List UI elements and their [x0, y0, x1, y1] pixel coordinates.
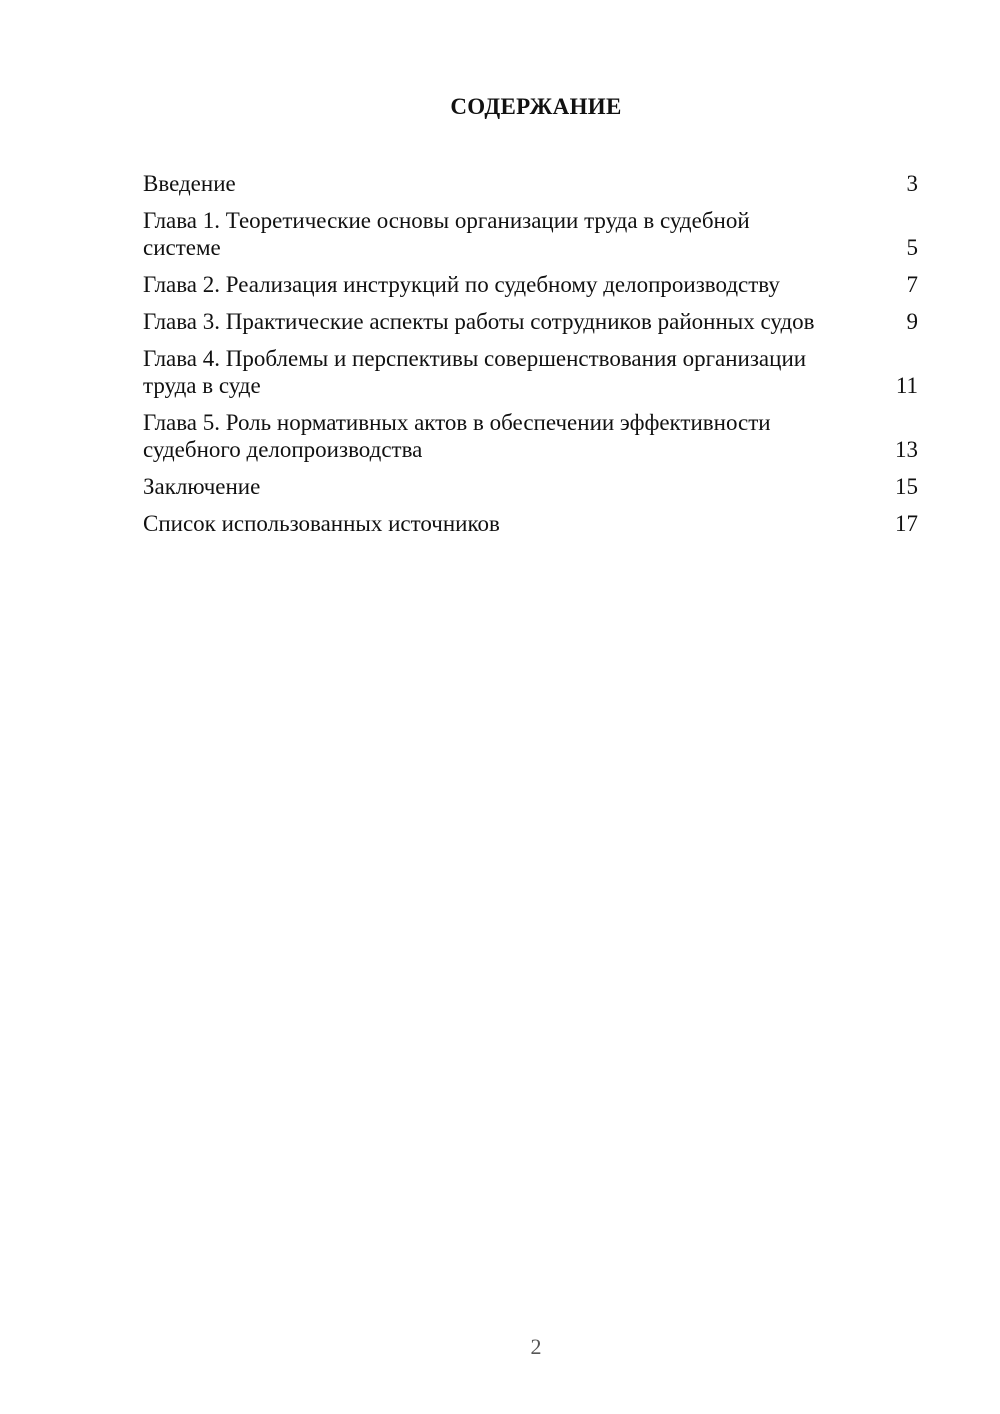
toc-entry-page: 5: [906, 235, 918, 260]
page-title: СОДЕРЖАНИЕ: [450, 94, 622, 119]
page-number: 2: [530, 1334, 542, 1359]
toc-entry-text: Заключение: [143, 474, 261, 499]
toc-entry-references: [143, 510, 918, 537]
toc-entry-page: 11: [895, 373, 918, 398]
toc-entry-chapter-2: [143, 271, 918, 298]
toc-entry-text: Глава 3. Практические аспекты работы сотрудников районных судов: [143, 309, 815, 334]
toc-entry-text: Введение: [143, 171, 236, 196]
toc-entry-introduction: [143, 170, 918, 197]
toc-entry-text: Список использованных источников: [143, 511, 500, 536]
toc-entry-chapter-4: [143, 345, 918, 399]
toc-entry-chapter-3: [143, 308, 918, 335]
toc-entry-conclusion: [143, 473, 918, 500]
toc-entry-page: 9: [906, 309, 918, 334]
toc-entry-chapter-1: [143, 207, 918, 261]
table-of-contents: [143, 170, 918, 547]
toc-entry-chapter-5: [143, 409, 918, 463]
toc-entry-page: 3: [906, 171, 918, 196]
toc-entry-page: 15: [895, 474, 918, 499]
toc-entry-page: 7: [906, 272, 918, 297]
toc-entry-page: 13: [895, 437, 918, 462]
toc-entry-text: Глава 2. Реализация инструкций по судебному делопроизводству: [143, 272, 780, 297]
toc-entry-text: Глава 1. Теоретические основы организации труда в судебной системе: [143, 208, 750, 260]
toc-entry-text: Глава 4. Проблемы и перспективы совершенствования организации труда в суде: [143, 346, 807, 398]
toc-entry-text: Глава 5. Роль нормативных актов в обеспечении эффективности судебного делопроизводства: [143, 410, 771, 462]
toc-entry-page: 17: [895, 511, 918, 536]
